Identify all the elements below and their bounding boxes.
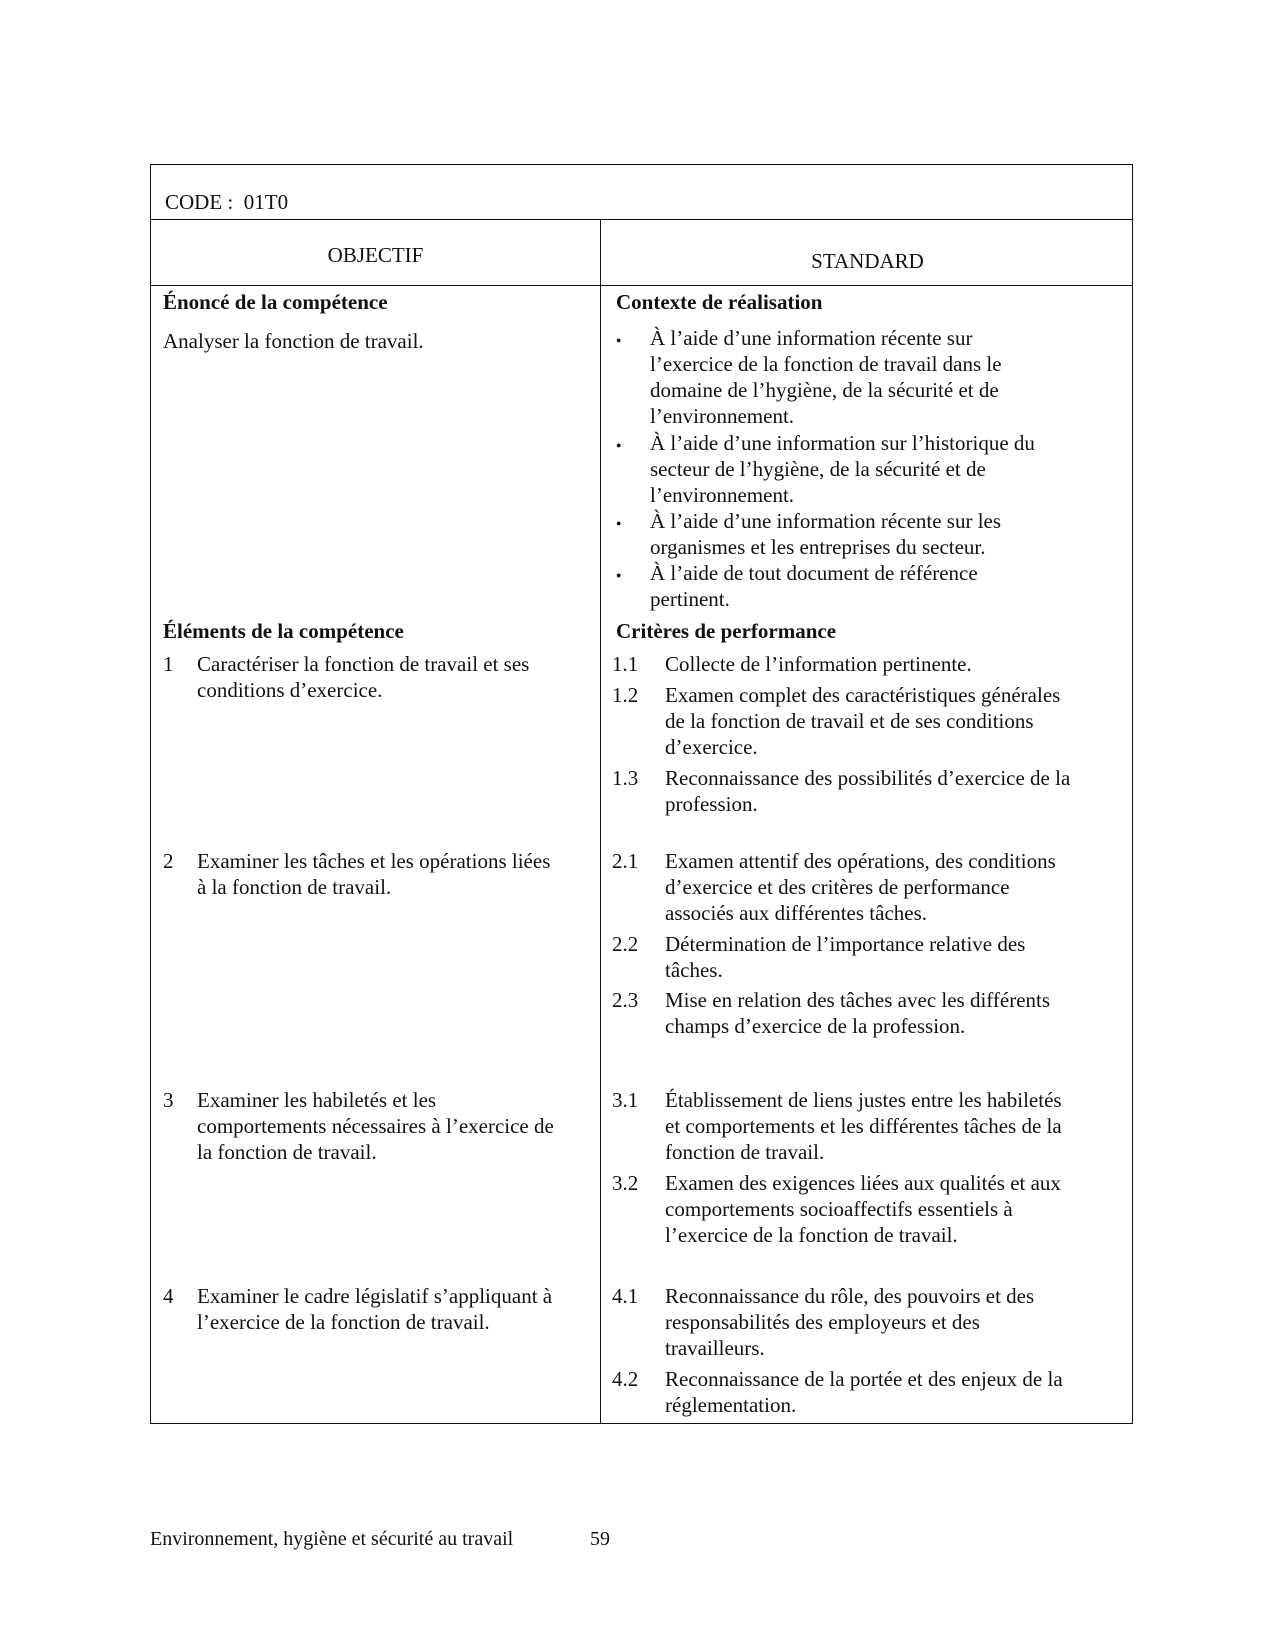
text-line: et comportements et les différentes tâches de la (665, 1114, 1062, 1138)
text-line: À l’aide d’une information récente sur les (650, 509, 1002, 533)
text-line: la fonction de travail. (197, 1140, 377, 1164)
column-divider (600, 219, 601, 1423)
text-line: responsabilités des employeurs et des (665, 1310, 980, 1334)
text-line: champs d’exercice de la profession. (665, 1014, 966, 1038)
criteres-title: Critères de performance (616, 619, 837, 643)
text-line: Mise en relation des tâches avec les différents (665, 988, 1051, 1012)
critere-number: 4.1 (612, 1284, 639, 1308)
text-line: Caractériser la fonction de travail et ses (197, 652, 530, 676)
bullet-icon: ● (616, 335, 622, 345)
text-line: profession. (665, 792, 758, 816)
bullet-icon: ● (616, 440, 622, 450)
text-line: Établissement de liens justes entre les habiletés (665, 1088, 1062, 1112)
text-line: l’exercice de la fonction de travail. (197, 1310, 490, 1334)
code-label: CODE : 01T0 (165, 190, 289, 214)
footer-title: Environnement, hygiène et sécurité au travail (150, 1528, 514, 1550)
enonce-title: Énoncé de la compétence (163, 290, 388, 314)
critere-number: 2.1 (612, 849, 639, 873)
header-objectif: OBJECTIF (327, 243, 424, 267)
header-standard: STANDARD (811, 249, 924, 273)
element-number: 2 (163, 849, 174, 873)
text-line: l’exercice de la fonction de travail. (665, 1223, 958, 1247)
text-line: domaine de l’hygiène, de la sécurité et de (650, 378, 999, 402)
text-line: Examen complet des caractéristiques générales (665, 683, 1061, 707)
text-line: fonction de travail. (665, 1140, 825, 1164)
text-line: Reconnaissance des possibilités d’exercice de la (665, 766, 1071, 790)
bullet-icon: ● (616, 570, 622, 580)
critere-number: 1.2 (612, 683, 639, 707)
header-divider (151, 285, 1132, 286)
critere-number: 4.2 (612, 1367, 639, 1391)
text-line: associés aux différentes tâches. (665, 901, 928, 925)
text-line: Examen des exigences liées aux qualités et aux (665, 1171, 1061, 1195)
text-line: d’exercice et des critères de performance (665, 875, 1010, 899)
text-line: Examen attentif des opérations, des conditions (665, 849, 1056, 873)
text-line: organismes et les entreprises du secteur. (650, 535, 986, 559)
text-line: tâches. (665, 958, 723, 982)
text-line: À l’aide d’une information récente sur (650, 326, 973, 350)
text-line: d’exercice. (665, 735, 758, 759)
element-number: 4 (163, 1284, 174, 1308)
text-line: conditions d’exercice. (197, 678, 383, 702)
text-line: Examiner le cadre législatif s’appliquant à (197, 1284, 553, 1308)
text-line: Reconnaissance du rôle, des pouvoirs et des (665, 1284, 1035, 1308)
text-line: Examiner les tâches et les opérations liées (197, 849, 551, 873)
text-line: à la fonction de travail. (197, 875, 392, 899)
text-line: secteur de l’hygiène, de la sécurité et de (650, 457, 986, 481)
critere-number: 3.1 (612, 1088, 639, 1112)
text-line: l’environnement. (650, 404, 795, 428)
text-line: l’exercice de la fonction de travail dans le (650, 352, 1002, 376)
element-number: 3 (163, 1088, 174, 1112)
contexte-title: Contexte de réalisation (616, 290, 823, 314)
text-line: Examiner les habiletés et les (197, 1088, 437, 1112)
element-number: 1 (163, 652, 174, 676)
text-line: pertinent. (650, 587, 730, 611)
text-line: comportements nécessaires à l’exercice de (197, 1114, 554, 1138)
bullet-icon: ● (616, 518, 622, 528)
text-line: de la fonction de travail et de ses conditions (665, 709, 1034, 733)
elements-title: Éléments de la compétence (163, 619, 404, 643)
text-line: Reconnaissance de la portée et des enjeux de la (665, 1367, 1063, 1391)
critere-number: 1.1 (612, 652, 639, 676)
critere-number: 3.2 (612, 1171, 639, 1195)
code-row (151, 165, 1132, 220)
critere-number: 1.3 (612, 766, 639, 790)
text-line: réglementation. (665, 1393, 797, 1417)
critere-number: 2.2 (612, 932, 639, 956)
text-line: l’environnement. (650, 483, 795, 507)
text-line: comportements socioaffectifs essentiels à (665, 1197, 1013, 1221)
enonce-text: Analyser la fonction de travail. (163, 329, 424, 353)
text-line: Détermination de l’importance relative des (665, 932, 1026, 956)
text-line: Collecte de l’information pertinente. (665, 652, 972, 676)
text-line: travailleurs. (665, 1336, 765, 1360)
critere-number: 2.3 (612, 988, 639, 1012)
page-number: 59 (590, 1528, 610, 1550)
text-line: À l’aide de tout document de référence (650, 561, 978, 585)
text-line: À l’aide d’une information sur l’historique du (650, 431, 1035, 455)
